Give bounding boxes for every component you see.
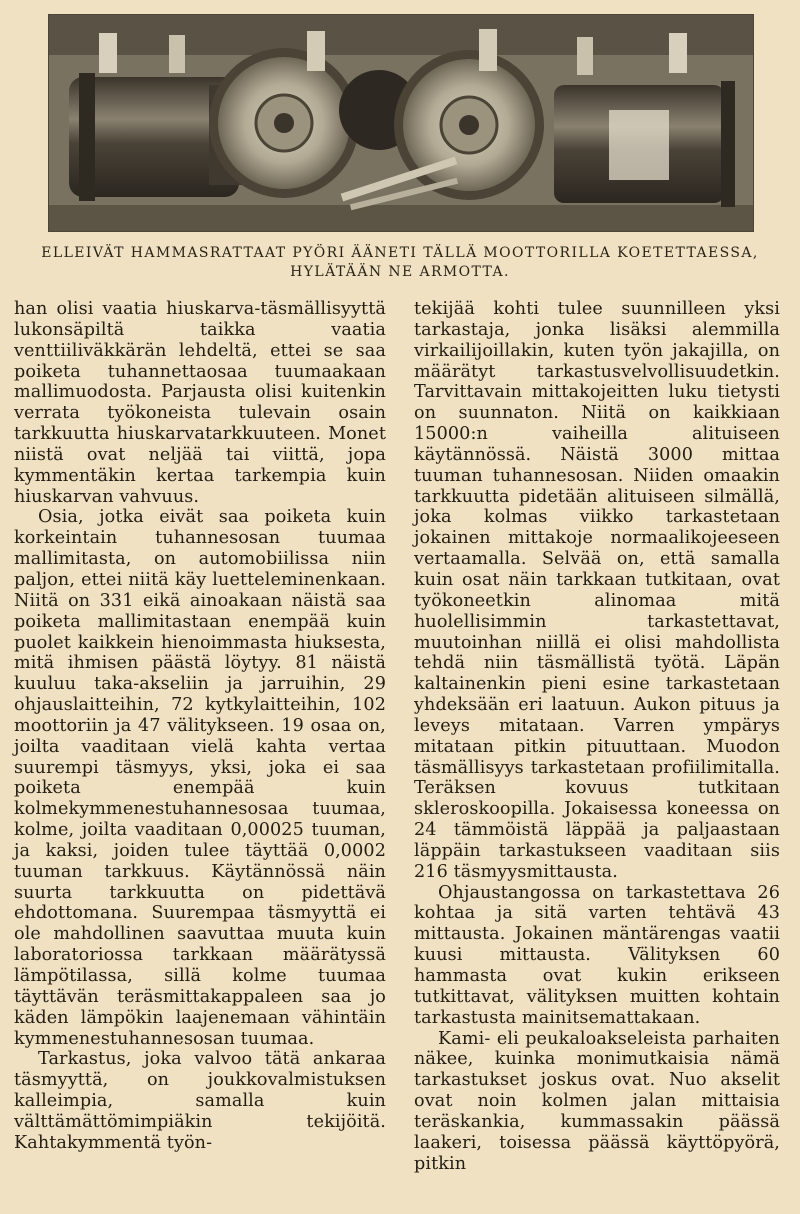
engine-gear-photo [48, 14, 754, 232]
paragraph: Osia, jotka eivät saa poiketa kuin korkeintain tuhannesosan tuumaa mallimitasta, on automobiilissa niin paljon, ettei niitä käy luetteleminenkaan. Niitä on 331 eikä ainoakaan näistä saa poiketa mallimitastaan enempää kuin puolet kaikkein hienoimmasta hiuksesta, mitä ihmisen päästä löytyy. 81 näistä kuuluu taka-akseliin ja jarruihin, 29 ohjauslaitteihin, 72 kytkylaitteihin, 102 moottoriin ja 47 välitykseen. 19 osaa on, joilta vaaditaan vielä kahta vertaa suurempi täsmyys, yksi, joka ei saa poiketa enempää kuin kolmekymmenestuhannesosaa tuumaa, kolme, joilta vaaditaan 0,00025 tuuman, ja kaksi, joiden tulee täyttää 0,0002 tuuman tarkkuus. Käytännössä näin suurta tarkkuutta on pidettävä ehdottomana. Suurempaa täsmyyttä ei ole mahdollinen saavuttaa muuta kuin laboratoriossa tarkkaan määrätyssä lämpötilassa, sillä kolme tuumaa täyttävän teräsmittakappaleen saa jo käden lämpökin laajenemaan vähintäin kymmenestuhannesosan tuumaa. [14, 507, 386, 1049]
photo-caption: ELLEIVÄT HAMMASRATTAAT PYÖRI ÄÄNETI TÄLLÄ MOOTTORILLA KOETETTAESSA, HYLÄTÄÄN NE ARMOTTA. [41, 245, 759, 280]
paragraph: Ohjaustangossa on tarkastettava 26 kohtaa ja sitä varten tehtävä 43 mittausta. Jokainen mäntärengas vaatii kuusi mittausta. Välityksen 60 hammasta ovat kukin erikseen tutkittavat, välityksen muitten kohtain tarkastusta mainitsemattakaan. [414, 882, 780, 1028]
left-text-column [14, 299, 386, 1154]
right-text-column [414, 299, 780, 1174]
paragraph: Tarkastus, joka valvoo tätä ankaraa täsmyyttä, on joukkovalmistuksen kalleimpia, samalla kuin välttämättömimpiäkin tekijöitä. Kahtakymmentä työn- [14, 1049, 386, 1153]
paragraph: han olisi vaatia hiuskarva-täsmällisyyttä lukonsäpiltä taikka vaatia venttiiliväkkärän lehdeltä, ettei se saa poiketa tuhannettaosaa tuumaakaan mallimuodosta. Parjausta olisi kuitenkin verrata työkoneista tulevain osain tarkkuutta hiuskarvatarkkuuteen. Monet niistä ovat neljää tai viittä, jopa kymmentäkin kertaa tarkempia kuin hiuskarvan vahvuus. [14, 299, 386, 507]
paragraph: tekijää kohti tulee suunnilleen yksi tarkastaja, jonka lisäksi alemmilla virkailijoillakin, kuten työn jakajilla, on määrätyt tarkastusvelvollisuudetkin. Tarvittavain mittakojeitten luku tietysti on suunnaton. Niitä on kaikkiaan 15000:n vaiheilla alituiseen käytännössä. Näistä 3000 mittaa tuuman tuhannesosan. Niiden omaakin tarkkuutta pidetään alituiseen silmällä, joka kolmas viikko tarkastetaan jokainen mittakoje normaalikojeeseen vertaamalla. Selvää on, että samalla kuin osat näin tarkkaan tutkitaan, ovat työkoneetkin alinomaa mitä huolellisimmin tarkastettavat, muutoinhan niillä ei olisi mahdollista tehdä niin täsmällistä työtä. Läpän kaltainenkin pieni esine tarkastetaan yhdeksään eri laatuun. Aukon pituus ja leveys mitataan. Varren ympärys mitataan pitkin pituuttaan. Muodon täsmällisyys tarkastetaan profiilimitalla. Teräksen kovuus tutkitaan skleroskoopilla. Jokaisessa koneessa on 24 tämmöistä läppää ja paljaastaan läppäin tarkastukseen vaaditaan siis 216 täsmyysmittausta. [414, 299, 780, 882]
paragraph: Kami- eli peukaloakseleista parhaiten näkee, kuinka monimutkaisia nämä tarkastukset joskus ovat. Nuo akselit ovat noin kolmen jalan mittaisia teräskankia, kummassakin päässä laakeri, toisessa päässä käyttöpyörä, pitkin [414, 1028, 780, 1174]
